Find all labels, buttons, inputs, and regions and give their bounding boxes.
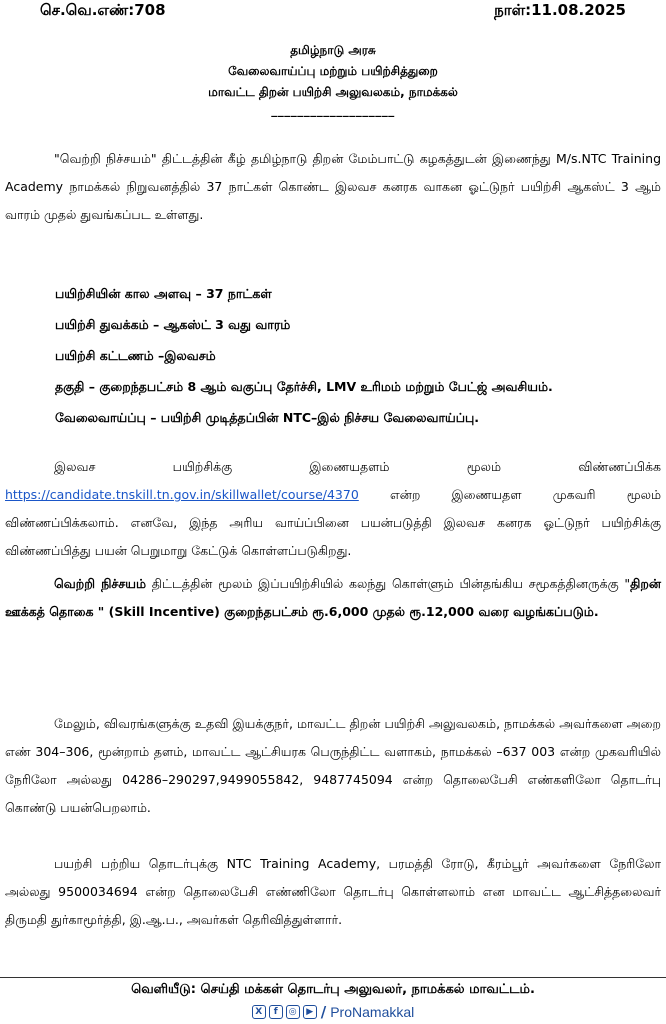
government-title: தமிழ்நாடு அரசு (290, 43, 376, 57)
application-link[interactable]: https://candidate.tnskill.tn.gov.in/skillwallet/course/4370 (5, 487, 359, 502)
incentive-amount: திறன் ஊக்கத் தொகை " (Skill Incentive) குறைந்தபட்சம் ரூ.6,000 முதல் ரூ.12,000 வரை வழங்கப்படும். (5, 576, 661, 619)
detail-duration: பயிற்சியின் கால அளவு – 37 நாட்கள் (55, 286, 272, 301)
scheme-name: வெற்றி நிச்சயம் (54, 576, 147, 591)
x-icon[interactable]: X (252, 1005, 266, 1019)
contact-paragraph: மேலும், விவரங்களுக்கு உதவி இயக்குநர், மாவட்ட திறன் பயிற்சி அலுவலகம், நாமக்கல் அவர்களை அறை எண் 304–306, மூன்றாம் தளம், மாவட்ட ஆட்சியரக பெருந்திட்ட வளாகம், நாமக்கல் –637 003 என்ற முகவரியில் நேரிலோ அல்லது 04286–290297,9499055842, 9487745094 என்ற தொலைபேசி எண்களிலோ தொடர்பு கொண்டு பயன்பெறலாம். (5, 716, 661, 815)
footer-divider (0, 977, 666, 978)
application-lead: இலவச பயிற்சிக்கு இணையதளம் மூலம் விண்ணப்பிக்க (54, 459, 661, 474)
youtube-icon[interactable]: ▶ (303, 1005, 317, 1019)
facebook-icon[interactable]: f (269, 1005, 283, 1019)
footer-publisher: வெளியீடு: செய்தி மக்கள் தொடர்பு அலுவலர், நாமக்கல் மாவட்டம். (131, 982, 535, 997)
application-body (5, 481, 661, 565)
detail-eligibility: தகுதி – குறைந்தபட்சம் 8 ஆம் வகுப்பு தேர்ச்சி, LMV உரிமம் மற்றும் பேட்ஜ் அவசியம். (55, 379, 553, 394)
detail-fee: பயிற்சி கட்டணம் –இலவசம் (55, 348, 216, 363)
top-bar (40, 0, 626, 20)
detail-employment: வேலைவாய்ப்பு – பயிற்சி முடித்தப்பின் NTC–இல் நிச்சய வேலைவாய்ப்பு. (55, 410, 480, 425)
letterhead (0, 40, 666, 117)
instagram-icon[interactable]: ◎ (286, 1005, 300, 1019)
incentive-paragraph (5, 570, 661, 626)
collector-paragraph: பயற்சி பற்றிய தொடர்புக்கு NTC Training Academy, பரமத்தி ரோடு, கீரம்பூர் அவர்களை நேரிலோ அல்லது 9500034694 என்ற தொலைபேசி எண்ணிலோ தொடர்பு கொள்ளலாம் என மாவட்ட ஆட்சித்தலைவர் திருமதி துர்காமூர்த்தி, இ.ஆ.ப., அவர்கள் தெரிவித்துள்ளார். (5, 856, 661, 927)
incentive-text: திட்டத்தின் மூலம் இப்பயிற்சியில் கலந்து கொள்ளும் பின்தங்கிய சமூகத்தினருக்கு " (146, 576, 631, 591)
reference-number: செ.வெ.எண்:708 (40, 1, 166, 19)
slash-separator: / (320, 1003, 327, 1021)
application-text: என்ற இணையதள முகவரி மூலம் விண்ணப்பிக்கலாம். எனவே, இந்த அரிய வாய்ப்பினை பயன்படுத்தி இலவச கனரக ஓட்டுநர் பயிற்சிக்கு விண்ணப்பித்து பயன் பெறுமாறு கேட்டுக் கொள்ளப்படுகிறது. (5, 487, 661, 558)
social-handles (0, 1002, 666, 1022)
office-title: மாவட்ட திறன் பயிற்சி அலுவலகம், நாமக்கல் (208, 85, 458, 99)
application-paragraph (5, 453, 661, 565)
header-rule: ___________________ (271, 103, 395, 117)
social-handle[interactable]: ProNamakkal (330, 1004, 415, 1020)
department-title: வேலைவாய்ப்பு மற்றும் பயிற்சித்துறை (228, 64, 438, 78)
release-date: நாள்:11.08.2025 (494, 1, 626, 19)
training-details (55, 278, 665, 433)
detail-start: பயிற்சி துவக்கம் – ஆகஸ்ட் 3 வது வாரம் (55, 317, 291, 332)
intro-paragraph: "வெற்றி நிச்சயம்" திட்டத்தின் கீழ் தமிழ்நாடு திறன் மேம்பாட்டு கழகத்துடன் இணைந்து M/s.NTC Training Academy நாமக்கல் நிறுவனத்தில் 37 நாட்கள் கொண்ட இலவச கனரக வாகன ஓட்டுநர் பயிற்சி ஆகஸ்ட் 3 ஆம் வாரம் முதல் துவங்கப்பட உள்ளது. (5, 151, 661, 222)
